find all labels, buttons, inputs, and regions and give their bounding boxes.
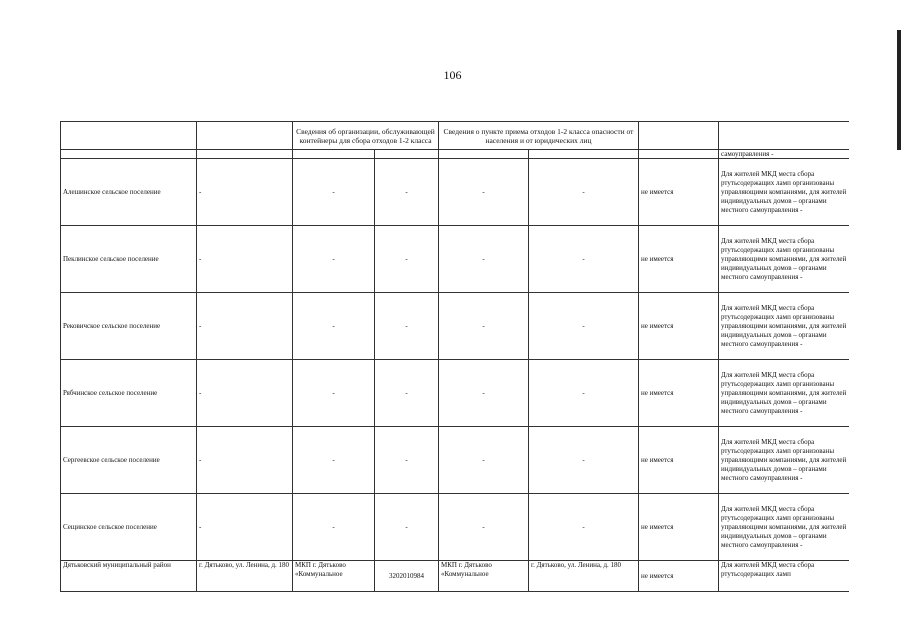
org-name-cell: - (293, 360, 375, 427)
inn-cell: - (375, 226, 439, 293)
header-point-group: Сведения о пункте приема отходов 1-2 класса опасности от населения и от юридических лиц (439, 122, 639, 150)
status-cell: не имеется (639, 293, 719, 360)
district-point-address: г. Дятьково, ул. Ленина, д. 180 (529, 561, 639, 592)
settlement-name: Рябчинское сельское поселение (61, 360, 197, 427)
district-status: не имеется (639, 561, 719, 592)
inn-cell: - (375, 360, 439, 427)
waste-collection-table (60, 121, 849, 592)
point-address-cell: - (529, 293, 639, 360)
status-cell: не имеется (639, 159, 719, 226)
carry-over-remark: самоуправления - (719, 150, 849, 159)
status-cell: не имеется (639, 360, 719, 427)
point-org-cell: - (439, 427, 529, 494)
table-row (61, 159, 850, 226)
settlement-name: Рековичское сельское поселение (61, 293, 197, 360)
status-cell: не имеется (639, 226, 719, 293)
carry-over-row (61, 150, 850, 159)
district-remark: Для жителей МКД места сбора ртутьсодержащих ламп (719, 561, 849, 592)
district-name: Дятьковский муниципальный район (61, 561, 197, 592)
remark-cell: Для жителей МКД места сбора ртутьсодержащих ламп организованы управляющими компаниями, для жителей индивидуальных домов – органами местного самоуправления - (719, 494, 849, 561)
point-org-cell: - (439, 293, 529, 360)
district-inn: 3202010984 (375, 561, 439, 592)
header-cell-address (197, 122, 293, 150)
remark-cell: Для жителей МКД места сбора ртутьсодержащих ламп организованы управляющими компаниями, для жителей индивидуальных домов – органами местного самоуправления - (719, 159, 849, 226)
address-cell: - (197, 226, 293, 293)
address-cell: - (197, 427, 293, 494)
table-header-row (61, 122, 850, 150)
district-address: г. Дятьково, ул. Ленина, д. 180 (197, 561, 293, 592)
settlement-name: Пеклинское сельское поселение (61, 226, 197, 293)
org-name-cell: - (293, 293, 375, 360)
district-point-org: МКП г. Дятьково «Коммунальное (439, 561, 529, 592)
address-cell: - (197, 360, 293, 427)
point-address-cell: - (529, 494, 639, 561)
org-name-cell: - (293, 159, 375, 226)
page-number: 106 (443, 68, 462, 82)
settlement-name: Сергеевское сельское поселение (61, 427, 197, 494)
header-cell-settlement (61, 122, 197, 150)
inn-cell: - (375, 427, 439, 494)
org-name-cell: - (293, 494, 375, 561)
header-org-group: Сведения об организации, обслуживающей контейнеры для сбора отходов 1-2 класса (293, 122, 439, 150)
status-cell: не имеется (639, 494, 719, 561)
inn-cell: - (375, 494, 439, 561)
district-row (61, 561, 850, 592)
remark-cell: Для жителей МКД места сбора ртутьсодержащих ламп организованы управляющими компаниями, для жителей индивидуальных домов – органами местного самоуправления - (719, 427, 849, 494)
inn-cell: - (375, 159, 439, 226)
document-table-wrap (60, 121, 849, 599)
inn-cell: - (375, 293, 439, 360)
org-name-cell: - (293, 226, 375, 293)
point-address-cell: - (529, 159, 639, 226)
point-org-cell: - (439, 360, 529, 427)
address-cell: - (197, 494, 293, 561)
address-cell: - (197, 293, 293, 360)
settlement-name: Сещинское сельское поселение (61, 494, 197, 561)
remark-cell: Для жителей МКД места сбора ртутьсодержащих ламп организованы управляющими компаниями, для жителей индивидуальных домов – органами местного самоуправления - (719, 226, 849, 293)
header-cell-remark (719, 122, 849, 150)
district-org-name: МКП г. Дятьково «Коммунальное (293, 561, 375, 592)
point-address-cell: - (529, 427, 639, 494)
settlement-name: Алешинское сельское поселение (61, 159, 197, 226)
org-name-cell: - (293, 427, 375, 494)
point-address-cell: - (529, 226, 639, 293)
point-address-cell: - (529, 360, 639, 427)
table-row (61, 293, 850, 360)
table-row (61, 427, 850, 494)
header-cell-status (639, 122, 719, 150)
scan-edge-mark (897, 30, 901, 150)
table-row (61, 494, 850, 561)
remark-cell: Для жителей МКД места сбора ртутьсодержащих ламп организованы управляющими компаниями, для жителей индивидуальных домов – органами местного самоуправления - (719, 360, 849, 427)
status-cell: не имеется (639, 427, 719, 494)
point-org-cell: - (439, 494, 529, 561)
point-org-cell: - (439, 159, 529, 226)
address-cell: - (197, 159, 293, 226)
remark-cell: Для жителей МКД места сбора ртутьсодержащих ламп организованы управляющими компаниями, для жителей индивидуальных домов – органами местного самоуправления - (719, 293, 849, 360)
table-row (61, 360, 850, 427)
table-row (61, 226, 850, 293)
point-org-cell: - (439, 226, 529, 293)
